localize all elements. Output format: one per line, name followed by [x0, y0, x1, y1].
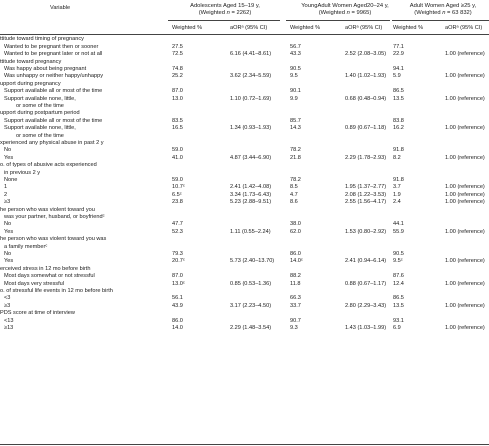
weighted-pct-cell: 33.7: [290, 302, 301, 309]
weighted-pct-cell: 38.0: [290, 221, 301, 228]
aor-cell: 0.89 (0.67–1.18): [345, 125, 387, 132]
row-label: Support available none, little,: [4, 125, 76, 132]
group-header-young-adult-line1: YoungAdult Women Aged20–24 y,: [301, 3, 389, 9]
aor-cell: 1.00 (reference): [445, 51, 485, 58]
weighted-pct-cell: 87.0: [172, 273, 183, 280]
row-label: Yes: [4, 154, 14, 161]
aor-cell: 1.43 (1.03–1.99): [345, 325, 387, 331]
weighted-pct-cell: 22.9: [393, 51, 404, 58]
aor-cell: 2.55 (1.56–4.17): [345, 199, 387, 206]
table-bottom-rule: [0, 444, 489, 445]
weighted-pct-cell: 90.5: [290, 66, 301, 72]
section-label: ttitude toward timing of pregnancy: [0, 36, 84, 43]
weighted-pct-cell: 9.5ᶜ: [393, 258, 403, 265]
weighted-pct-cell: 90.5: [393, 251, 404, 257]
aor-cell: 1.00 (reference): [445, 258, 485, 265]
row-label: or some of the time: [16, 132, 64, 139]
row-label: No: [4, 147, 12, 154]
group-underline-young-adult: [286, 20, 390, 21]
weighted-pct-cell: 14.0: [172, 325, 183, 331]
row-label: No: [4, 251, 12, 257]
aor-cell: 2.08 (1.22–3.53): [345, 191, 387, 198]
weighted-pct-cell: 74.8: [172, 66, 183, 72]
aor-cell: 1.95 (1.37–2.77): [345, 184, 387, 191]
weighted-pct-cell: 21.8: [290, 154, 301, 161]
aor-cell: 1.00 (reference): [445, 95, 485, 102]
variable-header: Variable: [50, 5, 71, 11]
weighted-pct-cell: 14.0ᶜ: [290, 258, 303, 265]
row-label: Support available all or most of the time: [4, 88, 103, 95]
weighted-pct-cell: 10.7ᶜ: [172, 184, 185, 191]
aor-cell: 6.16 (4.41–8.61): [230, 51, 272, 58]
aor-cell: 1.00 (reference): [445, 191, 485, 198]
section-label: upport during postpartum period: [0, 110, 80, 117]
weighted-pct-cell: 1.9: [393, 191, 401, 198]
weighted-pct-cell: 5.9: [393, 73, 401, 80]
section-label: PDS score at time of interview: [0, 310, 75, 317]
weighted-pct-cell: 72.5: [172, 51, 183, 58]
subheader-weighted-pct-1: Weighted %: [172, 25, 203, 31]
weighted-pct-cell: 90.1: [290, 88, 301, 95]
aor-cell: 2.29 (1.78–2.93): [345, 154, 387, 161]
aor-cell: 2.41 (1.42–4.08): [230, 184, 272, 191]
weighted-pct-cell: 93.1: [393, 317, 404, 324]
section-label: erceived stress in 12 mo before birth: [0, 265, 91, 272]
weighted-pct-cell: 8.2: [393, 154, 401, 161]
row-label: Wanted to be pregnant later or not at all: [4, 51, 103, 58]
aor-cell: 1.00 (reference): [445, 125, 485, 132]
weighted-pct-cell: 59.0: [172, 177, 183, 183]
aor-cell: 1.40 (1.02–1.93): [345, 73, 387, 80]
weighted-pct-cell: 20.7ᶜ: [172, 258, 185, 265]
weighted-pct-cell: 6.5ᶜ: [172, 191, 182, 198]
aor-cell: 0.88 (0.67–1.17): [345, 280, 387, 287]
row-label: a family memberᶜ: [4, 243, 48, 250]
row-label: None: [4, 177, 18, 183]
group-header-adult: [393, 3, 489, 16]
aor-cell: 2.29 (1.48–3.54): [230, 325, 272, 331]
weighted-pct-cell: 62.0: [290, 228, 301, 235]
weighted-pct-cell: 90.7: [290, 317, 301, 324]
weighted-pct-cell: 88.2: [290, 273, 301, 280]
row-label: <13: [4, 317, 14, 324]
aor-cell: 3.62 (2.34–5.59): [230, 73, 272, 80]
weighted-pct-cell: 13.0: [172, 95, 183, 102]
aor-cell: 1.00 (reference): [445, 228, 485, 235]
aor-cell: 3.34 (1.73–6.43): [230, 191, 272, 198]
group-header-adolescents: [170, 3, 280, 16]
aor-cell: 1.00 (reference): [445, 154, 485, 161]
aor-cell: 2.52 (2.08–3.05): [345, 51, 387, 58]
section-label: o. of stressful life events in 12 mo before birth: [0, 288, 113, 294]
aor-cell: 1.10 (0.72–1.69): [230, 95, 272, 102]
aor-cell: 3.17 (2.23–4.50): [230, 302, 272, 309]
weighted-pct-cell: 83.8: [393, 117, 404, 124]
aor-cell: 5.23 (2.88–9.51): [230, 199, 272, 206]
weighted-pct-cell: 13.0ᶜ: [172, 280, 185, 287]
group-header-young-adult: [290, 3, 400, 16]
aor-cell: 1.00 (reference): [445, 184, 485, 191]
section-label: ttitude toward pregnancy: [0, 58, 62, 65]
row-label: Was unhappy or neither happy/unhappy: [4, 73, 103, 80]
row-label: ≥3: [4, 199, 11, 206]
row-label: Support available none, little,: [4, 95, 76, 102]
weighted-pct-cell: 11.8: [290, 280, 301, 287]
aor-cell: 1.00 (reference): [445, 302, 485, 309]
group-underline-adult: [392, 20, 489, 21]
section-label: xperienced any physical abuse in past 2 y: [0, 140, 104, 146]
subheader-weighted-pct-3: Weighted %: [393, 25, 424, 31]
header-bottom-rule: [0, 34, 489, 35]
weighted-pct-cell: 27.5: [172, 43, 183, 50]
row-label: <3: [4, 295, 11, 302]
aor-cell: 1.00 (reference): [445, 73, 485, 80]
weighted-pct-cell: 9.9: [290, 95, 298, 102]
weighted-pct-cell: 79.3: [172, 251, 183, 257]
row-label: Most days somewhat or not stressful: [4, 273, 95, 280]
row-label: or some of the time: [16, 103, 64, 109]
aor-cell: 1.00 (reference): [445, 280, 485, 287]
aor-cell: 5.73 (2.40–13.70): [230, 258, 275, 265]
aor-cell: 0.85 (0.53–1.36): [230, 280, 272, 287]
weighted-pct-cell: 25.2: [172, 73, 183, 80]
section-label: o. of types of abusive acts experienced: [0, 162, 97, 169]
aor-cell: 1.53 (0.80–2.92): [345, 228, 387, 235]
section-label: upport during pregnancy: [0, 80, 61, 87]
row-label: Support available all or most of the time: [4, 117, 103, 124]
aor-cell: 1.00 (reference): [445, 325, 485, 331]
weighted-pct-cell: 78.2: [290, 147, 301, 154]
weighted-pct-cell: 83.5: [172, 117, 183, 124]
row-label: 2: [4, 191, 8, 198]
row-label: Was happy about being pregnant: [4, 66, 87, 72]
row-label: 1: [4, 184, 8, 191]
weighted-pct-cell: 13.5: [393, 302, 404, 309]
subheader-weighted-pct-2: Weighted %: [290, 25, 321, 31]
weighted-pct-cell: 16.5: [172, 125, 183, 132]
weighted-pct-cell: 43.3: [290, 51, 301, 58]
group-underline-adolescents: [168, 20, 280, 21]
weighted-pct-cell: 86.0: [172, 317, 183, 324]
aor-cell: 2.80 (2.29–3.43): [345, 302, 387, 309]
weighted-pct-cell: 56.1: [172, 295, 183, 302]
weighted-pct-cell: 8.6: [290, 199, 298, 206]
row-label: No: [4, 221, 12, 228]
weighted-pct-cell: 47.7: [172, 221, 183, 228]
weighted-pct-cell: 2.4: [393, 199, 401, 206]
weighted-pct-cell: 86.0: [290, 251, 301, 257]
row-label: Yes: [4, 258, 14, 265]
weighted-pct-cell: 13.5: [393, 95, 404, 102]
weighted-pct-cell: 23.8: [172, 199, 183, 206]
weighted-pct-cell: 59.0: [172, 147, 183, 154]
group-header-adolescents-line2: (Weighted n = 2262): [198, 9, 252, 16]
weighted-pct-cell: 9.5: [290, 73, 298, 80]
row-label: in previous 2 y: [4, 169, 41, 176]
group-header-adult-line1: Adult Women Aged ≥25 y,: [409, 3, 477, 9]
group-header-adolescents-line1: Adolescents Aged 15–19 y,: [190, 3, 260, 9]
row-label: was your partner, husband, or boyfriendᶜ: [4, 214, 105, 220]
weighted-pct-cell: 3.7: [393, 184, 401, 191]
weighted-pct-cell: 56.7: [290, 43, 301, 50]
weighted-pct-cell: 77.1: [393, 43, 404, 50]
weighted-pct-cell: 85.7: [290, 117, 301, 124]
weighted-pct-cell: 94.1: [393, 66, 404, 72]
row-label: ≥13: [4, 325, 14, 331]
subheader-aor-3: aORᵃ (95% CI): [445, 25, 483, 31]
aor-cell: 1.34 (0.93–1.93): [230, 125, 272, 132]
row-label: Yes: [4, 228, 14, 235]
aor-cell: 0.68 (0.48–0.94): [345, 95, 387, 102]
weighted-pct-cell: 91.8: [393, 177, 404, 183]
weighted-pct-cell: 86.5: [393, 295, 404, 302]
row-label: Most days very stressful: [4, 280, 64, 287]
weighted-pct-cell: 66.3: [290, 295, 301, 302]
section-label: he person who was violent toward you was: [0, 236, 107, 243]
weighted-pct-cell: 55.9: [393, 228, 404, 235]
row-label: Wanted to be pregnant then or sooner: [4, 43, 99, 50]
weighted-pct-cell: 44.1: [393, 221, 404, 228]
aor-cell: 1.11 (0.55–2.24): [230, 228, 271, 235]
weighted-pct-cell: 8.5: [290, 184, 298, 191]
group-header-adult-line2: (Weighted n = 63 832): [414, 9, 472, 16]
weighted-pct-cell: 14.3: [290, 125, 301, 132]
weighted-pct-cell: 87.6: [393, 273, 404, 280]
weighted-pct-cell: 16.2: [393, 125, 404, 132]
aor-cell: 2.41 (0.94–6.14): [345, 258, 387, 265]
weighted-pct-cell: 52.3: [172, 228, 183, 235]
weighted-pct-cell: 43.9: [172, 302, 183, 309]
subheader-aor-1: aORᵃ (95% CI): [230, 25, 268, 31]
weighted-pct-cell: 4.7: [290, 191, 298, 198]
group-header-young-adult-line2: (Weighted n = 9965): [318, 9, 372, 16]
aor-cell: 1.00 (reference): [445, 199, 485, 206]
weighted-pct-cell: 86.5: [393, 88, 404, 95]
aor-cell: 4.87 (3.44–6.90): [230, 154, 272, 161]
weighted-pct-cell: 12.4: [393, 280, 404, 287]
row-label: ≥3: [4, 302, 11, 309]
weighted-pct-cell: 78.2: [290, 177, 301, 183]
section-label: he person who was violent toward you: [0, 206, 95, 213]
weighted-pct-cell: 9.3: [290, 325, 298, 331]
subheader-aor-2: aORᵃ (95% CI): [345, 25, 383, 31]
weighted-pct-cell: 6.9: [393, 325, 401, 331]
weighted-pct-cell: 87.0: [172, 88, 183, 95]
weighted-pct-cell: 91.8: [393, 147, 404, 154]
weighted-pct-cell: 41.0: [172, 154, 183, 161]
